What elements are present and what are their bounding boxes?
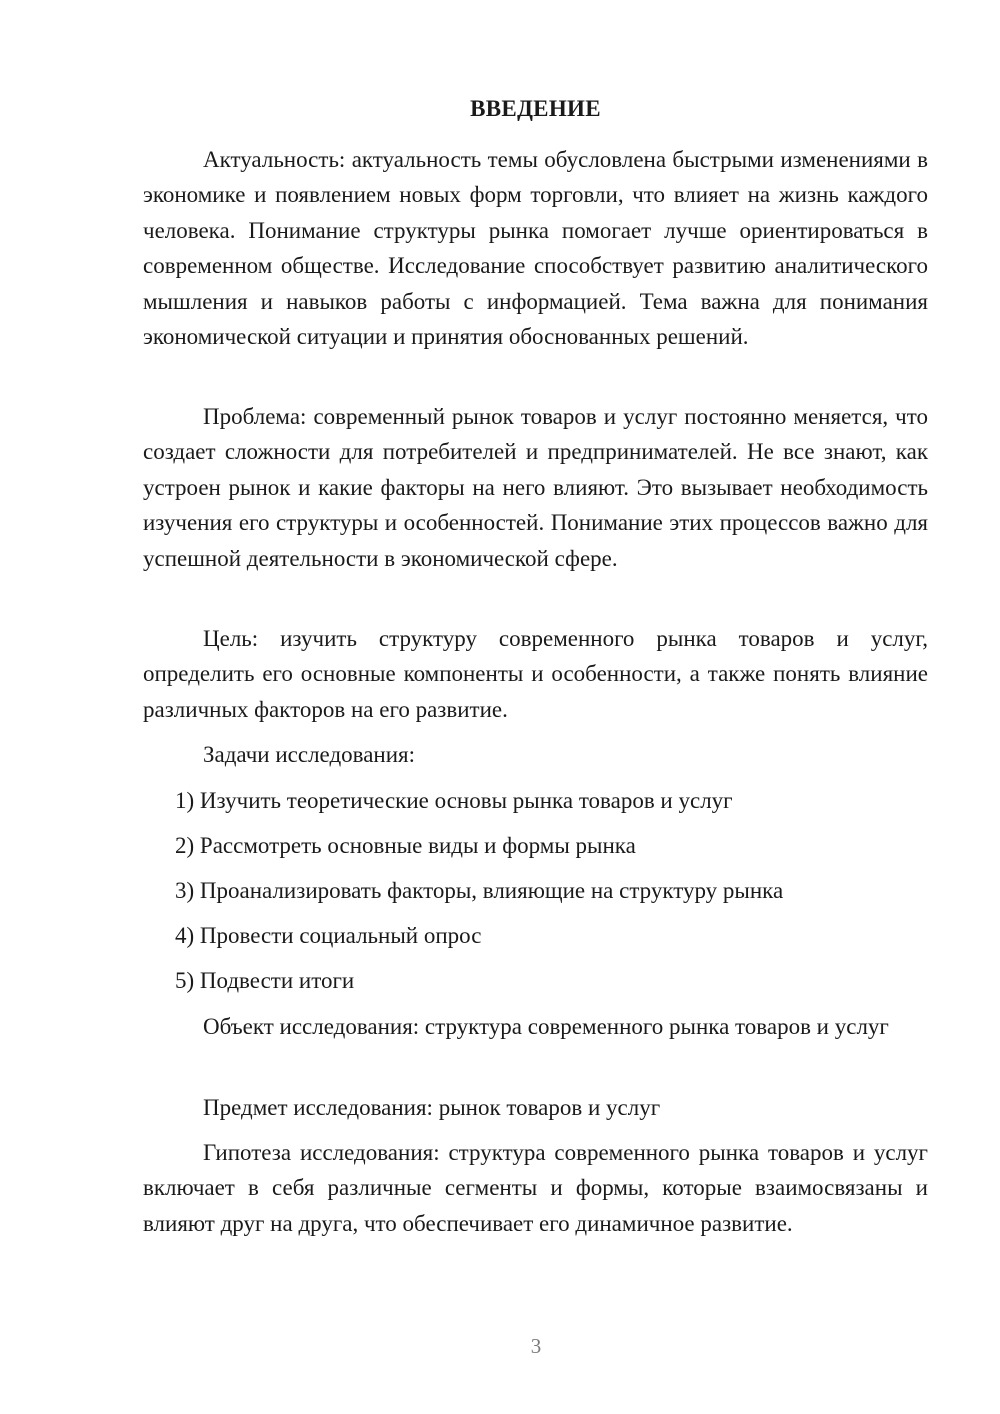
- task-item-2: 2) Рассмотреть основные виды и формы рынка: [175, 833, 636, 858]
- tasks-heading: Задачи исследования:: [203, 742, 416, 767]
- page-title: ВВЕДЕНИЕ: [470, 96, 601, 121]
- paragraph-problem: Проблема: современный рынок товаров и услуг постоянно меняется, что создает сложности для потребителей и предпринимателей. Не все знают, как устроен рынок и какие факторы на него влияют. Это вызывает необходимость изучения его структуры и особенностей. Понимание этих процессов важно для успешной деятельности в экономической сфере.: [143, 404, 928, 571]
- paragraph-subject: Предмет исследования: рынок товаров и услуг: [203, 1095, 661, 1120]
- paragraph-object: Объект исследования: структура современного рынка товаров и услуг: [203, 1014, 889, 1039]
- task-item-4: 4) Провести социальный опрос: [175, 923, 482, 948]
- task-item-3: 3) Проанализировать факторы, влияющие на структуру рынка: [175, 878, 784, 903]
- task-item-5: 5) Подвести итоги: [175, 968, 355, 993]
- paragraph-relevance: Актуальность: актуальность темы обусловлена быстрыми изменениями в экономике и появлением новых форм торговли, что влияет на жизнь каждого человека. Понимание структуры рынка помогает лучше ориентироваться в современном обществе. Исследование способствует развитию аналитического мышления и навыков работы с информацией. Тема важна для понимания экономической ситуации и принятия обоснованных решений.: [143, 147, 928, 350]
- task-item-1: 1) Изучить теоретические основы рынка товаров и услуг: [175, 788, 733, 813]
- paragraph-goal: Цель: изучить структуру современного рынка товаров и услуг, определить его основные компоненты и особенности, а также понять влияние различных факторов на его развитие.: [143, 626, 928, 722]
- paragraph-hypothesis: Гипотеза исследования: структура современного рынка товаров и услуг включает в себя различные сегменты и формы, которые взаимосвязаны и влияют друг на друга, что обеспечивает его динамичное развитие.: [143, 1140, 928, 1236]
- page-number: 3: [530, 1334, 542, 1358]
